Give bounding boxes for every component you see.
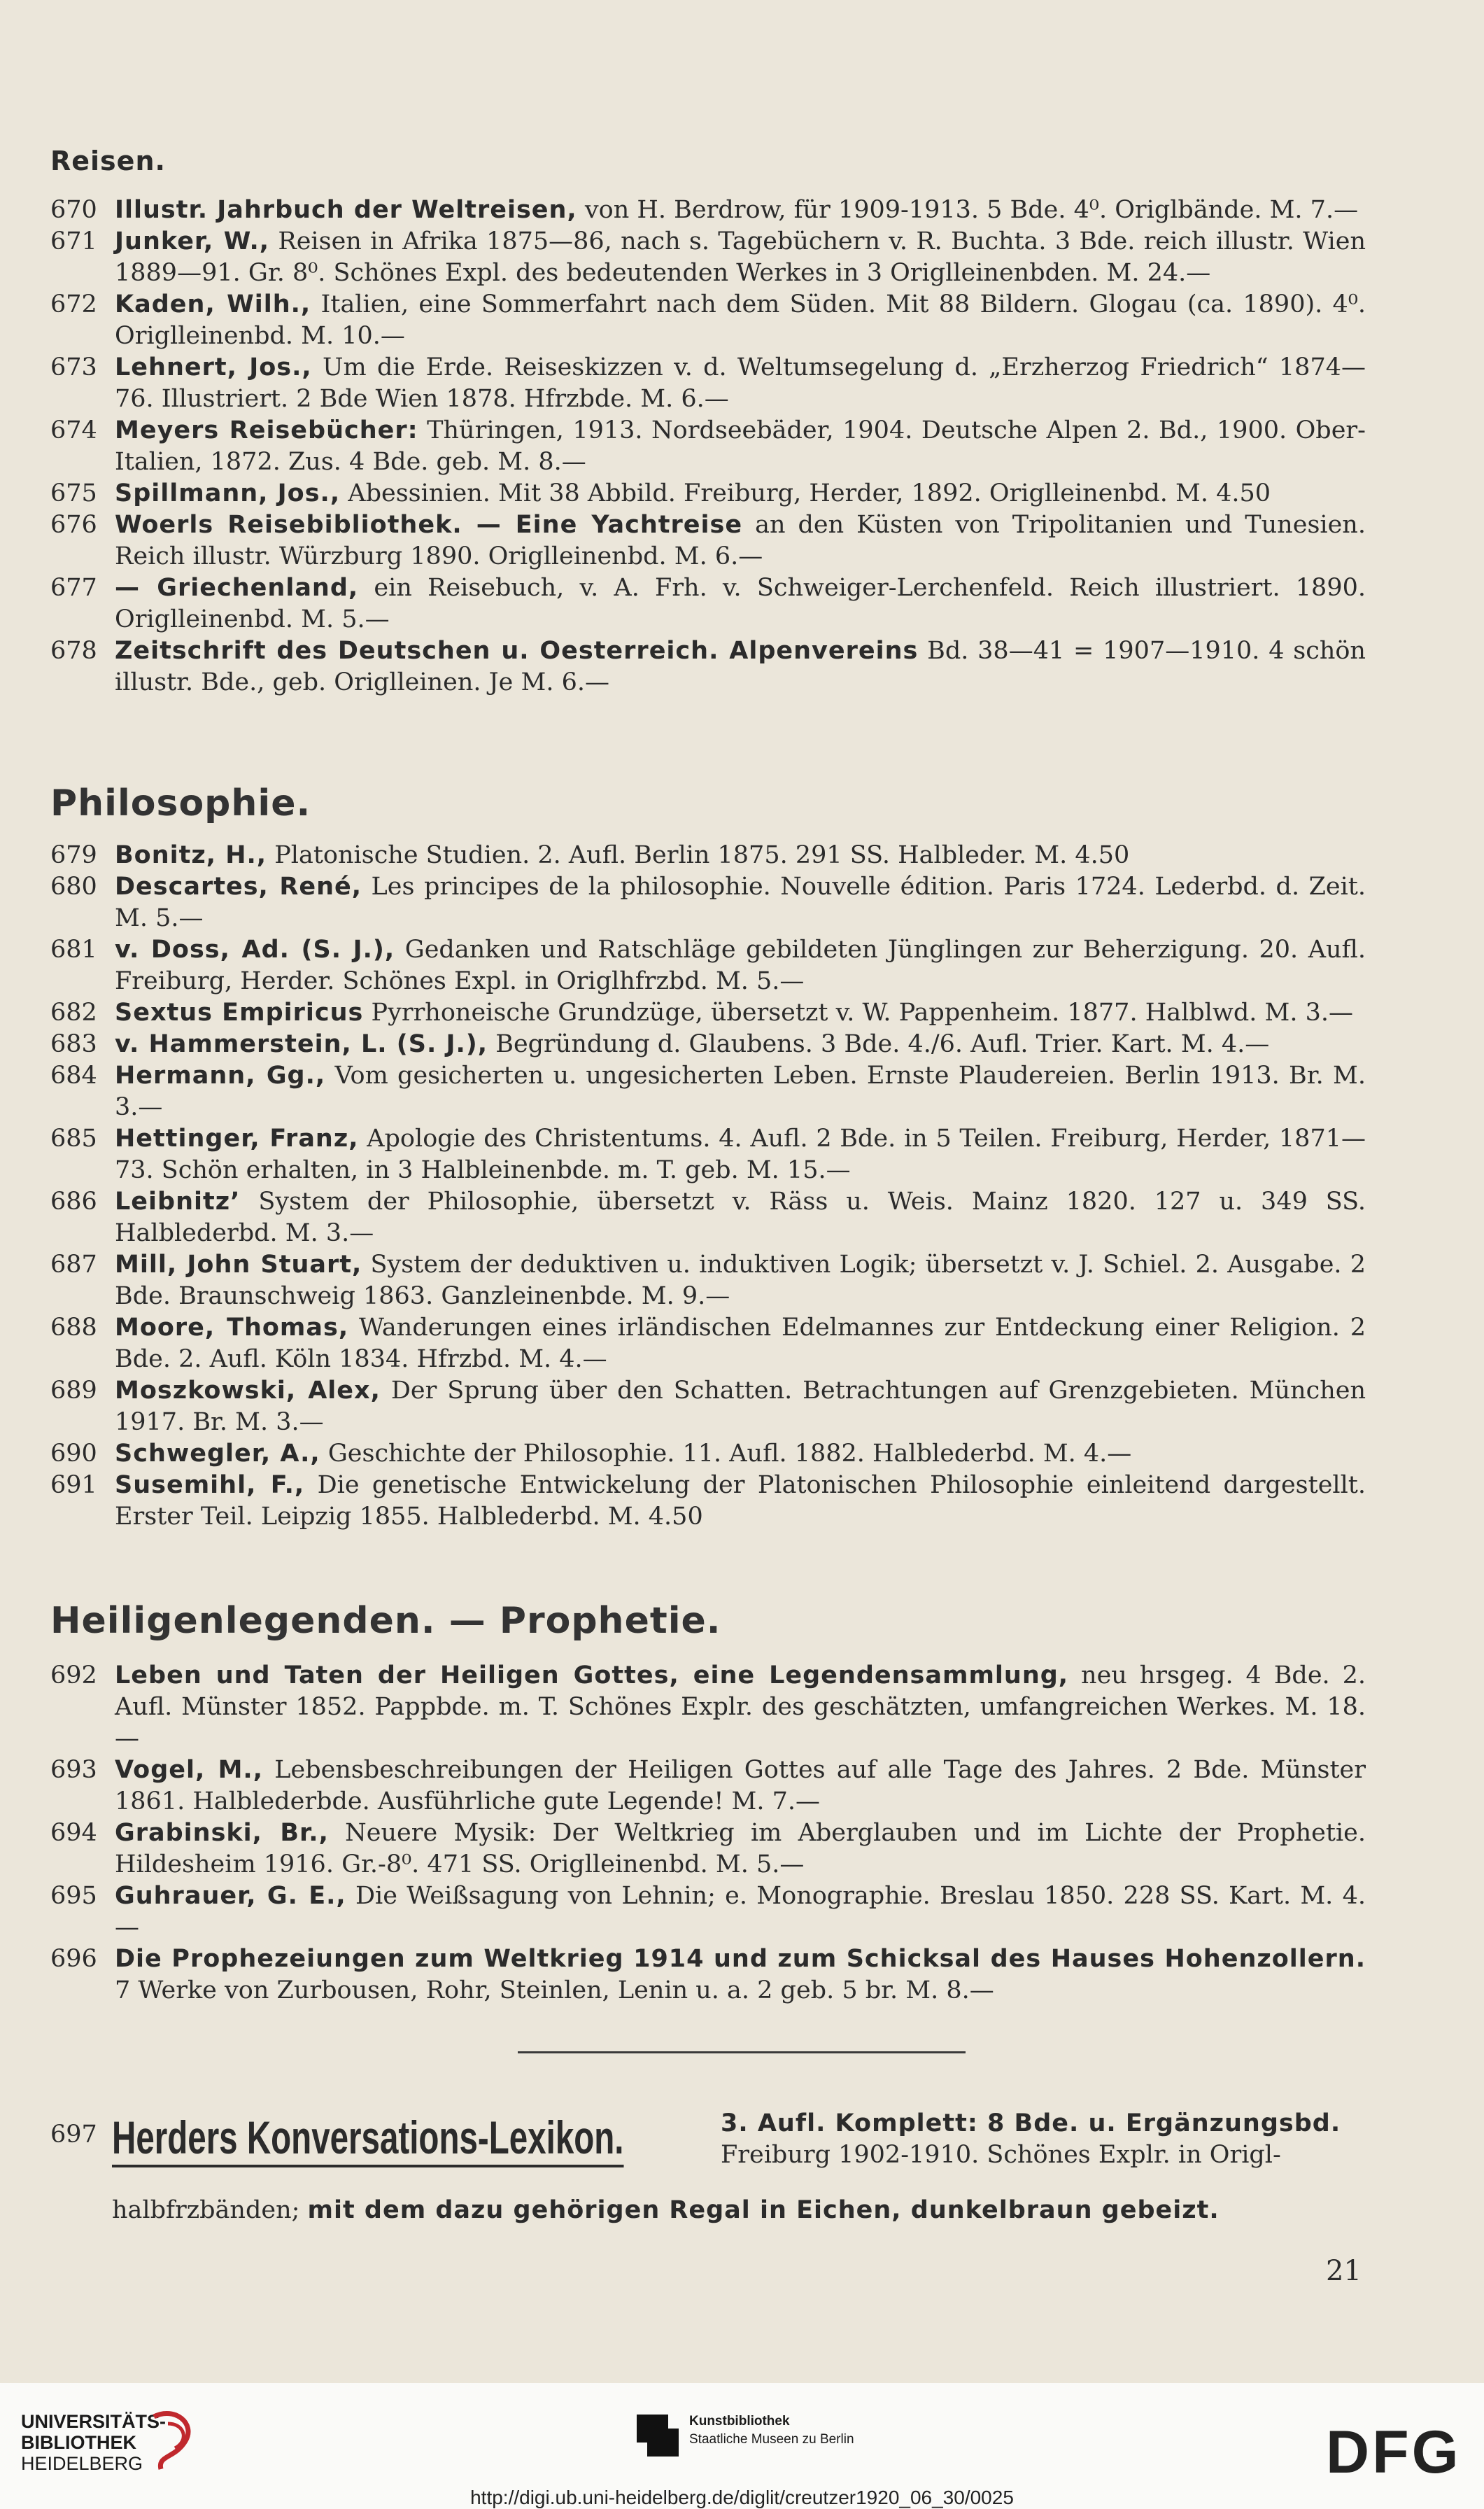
- ad-last-plain: halbfrzbänden;: [112, 2196, 300, 2224]
- catalog-entry: [50, 1818, 1366, 1881]
- uni-line-2: BIBLIOTHEK: [21, 2432, 136, 2453]
- entry-number: 692: [50, 1661, 97, 1689]
- catalog-entry: [50, 1438, 1366, 1470]
- entry-description: neu hrsgeg. 4 Bde. 2. Aufl. Münster 1852. Pappbde. m. T. Schönes Explr. des geschätzten, umfangreichen Werkes. M. 18.—: [115, 1661, 1366, 1752]
- entry-description: Wanderungen eines irländischen Edelmannes zur Entdeckung einer Religion. 2 Bde. 2. Aufl. Köln 1834. Hfrzbd. M. 4.—: [115, 1314, 1366, 1373]
- ad-number: 697: [50, 2121, 97, 2149]
- kb-line-2: Staatliche Museen zu Berlin: [689, 2432, 854, 2447]
- page-number: 21: [1326, 2255, 1362, 2287]
- ad-edition: [721, 2108, 1366, 2171]
- catalog-entry: [50, 572, 1366, 635]
- entry-description: Reisen in Afrika 1875—86, nach s. Tagebüchern v. R. Buchta. 3 Bde. reich illustr. Wien 1889—91. Gr. 8⁰. Schönes Expl. des bedeutenden Werkes in 3 Origlleinenbden. M. 24.—: [115, 227, 1366, 287]
- entry-author: Leibnitz’: [115, 1188, 241, 1216]
- entry-author: Illustr. Jahrbuch der Weltreisen,: [115, 196, 577, 224]
- entry-description: Die genetische Entwickelung der Platonischen Philosophie einleitend dargestellt. Erster Teil. Leipzig 1855. Halblederbd. M. 4.50: [115, 1471, 1366, 1531]
- catalog-entry: [50, 195, 1366, 226]
- catalog-entry: [50, 1249, 1366, 1312]
- entry-description: ein Reisebuch, v. A. Frh. v. Schweiger-Lerchenfeld. Reich illustriert. 1890. Origlleinenbd. M. 5.—: [115, 574, 1366, 633]
- entry-author: Mill, John Stuart,: [115, 1251, 362, 1279]
- catalog-entry: [50, 997, 1366, 1029]
- entry-description: Geschichte der Philosophie. 11. Aufl. 1882. Halblederbd. M. 4.—: [327, 1440, 1132, 1468]
- catalog-entry: [50, 509, 1366, 572]
- university-library-label: [21, 2411, 166, 2474]
- entry-description: Die Weißsagung von Lehnin; e. Monographie. Breslau 1850. 228 SS. Kart. M. 4.—: [115, 1882, 1366, 1941]
- catalog-entry: [50, 478, 1366, 509]
- entries-heiligenlegenden: [50, 1660, 1366, 2007]
- footer-bar: [0, 2383, 1484, 2509]
- catalog-entry: [50, 934, 1366, 997]
- entry-author: Moore, Thomas,: [115, 1314, 349, 1342]
- kunstbibliothek-logo-icon: [633, 2411, 682, 2460]
- entry-number: 677: [50, 574, 97, 602]
- entry-number: 675: [50, 479, 97, 507]
- entry-number: 680: [50, 873, 97, 901]
- entry-author: Vogel, M.,: [115, 1756, 264, 1784]
- entry-number: 694: [50, 1819, 97, 1847]
- entry-description: Les principes de la philosophie. Nouvelle édition. Paris 1724. Lederbd. d. Zeit. M. 5.—: [115, 873, 1366, 932]
- entry-author: Hermann, Gg.,: [115, 1062, 326, 1090]
- entry-number: 686: [50, 1188, 97, 1216]
- entry-author: Susemihl, F.,: [115, 1471, 305, 1499]
- entry-number: 696: [50, 1945, 97, 1973]
- kb-line-1: Kunstbibliothek: [689, 2414, 790, 2429]
- catalog-entry: [50, 1755, 1366, 1818]
- catalog-entry: [50, 289, 1366, 352]
- entry-description: Abessinien. Mit 38 Abbild. Freiburg, Herder, 1892. Origlleinenbd. M. 4.50: [348, 479, 1271, 507]
- entry-description: Platonische Studien. 2. Aufl. Berlin 1875. 291 SS. Halbleder. M. 4.50: [274, 841, 1130, 869]
- entry-description: Pyrrhoneische Grundzüge, übersetzt v. W. Pappenheim. 1877. Halblwd. M. 3.—: [371, 999, 1353, 1027]
- entry-author: Junker, W.,: [115, 227, 270, 255]
- entry-author: Sextus Empiricus: [115, 999, 364, 1027]
- entry-description: Der Sprung über den Schatten. Betrachtungen auf Grenzgebieten. München 1917. Br. M. 3.—: [115, 1377, 1366, 1436]
- catalog-entry: [50, 1060, 1366, 1123]
- entry-description: Begründung d. Glaubens. 3 Bde. 4./6. Aufl. Trier. Kart. M. 4.—: [495, 1030, 1270, 1058]
- entry-description: an den Küsten von Tripolitanien und Tunesien. Reich illustr. Würzburg 1890. Origlleinenbd. M. 6.—: [115, 511, 1366, 570]
- entry-description: Um die Erde. Reiseskizzen v. d. Weltumsegelung d. „Erzherzog Friedrich“ 1874—76. Illustriert. 2 Bde Wien 1878. Hfrzbde. M. 6.—: [115, 353, 1366, 413]
- ad-edition-bold: 3. Aufl. Komplett: 8 Bde. u. Ergänzungsbd.: [721, 2109, 1341, 2137]
- catalog-entry: [50, 226, 1366, 289]
- divider-rule: [518, 2051, 966, 2053]
- entries-philosophie: [50, 840, 1366, 1533]
- catalog-entry: [50, 1186, 1366, 1249]
- ad-edition-text: Freiburg 1902-1910. Schönes Explr. in Origl-: [721, 2141, 1281, 2169]
- entry-author: Leben und Taten der Heiligen Gottes, eine Legendensammlung,: [115, 1661, 1069, 1689]
- entry-author: Kaden, Wilh.,: [115, 290, 311, 318]
- entry-author: Bonitz, H.,: [115, 841, 267, 869]
- section-title-philosophie: Philosophie.: [50, 782, 311, 824]
- entry-author: Hettinger, Franz,: [115, 1125, 359, 1153]
- entry-number: 673: [50, 353, 97, 381]
- entry-number: 690: [50, 1440, 97, 1468]
- entry-number: 688: [50, 1314, 97, 1342]
- entry-description: Gedanken und Ratschläge gebildeten Jünglingen zur Beherzigung. 20. Aufl. Freiburg, Herder. Schönes Expl. in Origlhfrzbd. M. 5.—: [115, 936, 1366, 995]
- entry-number: 681: [50, 936, 97, 964]
- entry-number: 691: [50, 1471, 97, 1499]
- entry-author: v. Hammerstein, L. (S. J.),: [115, 1030, 488, 1058]
- entry-number: 678: [50, 637, 97, 665]
- ad-title: Herders Konversations-Lexikon.: [112, 2110, 624, 2167]
- entry-number: 687: [50, 1251, 97, 1279]
- section-title-reisen: Reisen.: [50, 146, 166, 176]
- entry-author: Guhrauer, G. E.,: [115, 1882, 346, 1910]
- uni-line-3: HEIDELBERG: [21, 2453, 143, 2474]
- entry-author: Meyers Reisebücher:: [115, 416, 418, 444]
- university-logo-icon: [147, 2410, 203, 2473]
- entry-number: 695: [50, 1882, 97, 1910]
- entry-author: — Griechenland,: [115, 574, 359, 602]
- catalog-entry: [50, 635, 1366, 698]
- entry-description: Italien, eine Sommerfahrt nach dem Süden. Mit 88 Bildern. Glogau (ca. 1890). 4⁰. Origlleinenbd. M. 10.—: [115, 290, 1366, 350]
- entry-number: 679: [50, 841, 97, 869]
- entry-number: 683: [50, 1030, 97, 1058]
- catalog-entry: [50, 1375, 1366, 1438]
- entry-author: Spillmann, Jos.,: [115, 479, 341, 507]
- entry-description: Apologie des Christentums. 4. Aufl. 2 Bde. in 5 Teilen. Freiburg, Herder, 1871—73. Schön erhalten, in 3 Halbleinenbde. m. T. geb. M. 15.—: [115, 1125, 1366, 1184]
- entry-author: Zeitschrift des Deutschen u. Oesterreich. Alpenvereins: [115, 637, 919, 665]
- entry-description: Bd. 38—41 = 1907—1910. 4 schön illustr. Bde., geb. Origlleinen. Je M. 6.—: [115, 637, 1366, 696]
- entry-number: 682: [50, 999, 97, 1027]
- uni-line-1: UNIVERSITÄTS-: [21, 2411, 167, 2432]
- ad-last-line: [112, 2195, 1366, 2226]
- entry-author: v. Doss, Ad. (S. J.),: [115, 936, 395, 964]
- entry-number: 672: [50, 290, 97, 318]
- entry-description: Neuere Mysik: Der Weltkrieg im Aberglauben und im Lichte der Prophetie. Hildesheim 1916. Gr.-8⁰. 471 SS. Origlleinenbd. M. 5.—: [115, 1819, 1366, 1878]
- kunstbibliothek-label: [689, 2412, 854, 2449]
- entry-description: System der deduktiven u. induktiven Logik; übersetzt v. J. Schiel. 2. Ausgabe. 2 Bde. Braunschweig 1863. Ganzleinenbde. M. 9.—: [115, 1251, 1366, 1310]
- catalog-entry: [50, 1660, 1366, 1755]
- entry-description: von H. Berdrow, für 1909-1913. 5 Bde. 4⁰. Origlbände. M. 7.—: [584, 196, 1359, 224]
- catalog-entry: [50, 352, 1366, 415]
- entry-number: 684: [50, 1062, 97, 1090]
- entry-author: Woerls Reisebibliothek. — Eine Yachtreise: [115, 511, 743, 539]
- entry-author: Schwegler, A.,: [115, 1440, 320, 1468]
- entry-author: Moszkowski, Alex,: [115, 1377, 381, 1405]
- entry-author: Lehnert, Jos.,: [115, 353, 312, 381]
- catalog-entry: [50, 1470, 1366, 1533]
- catalog-entry: [50, 1029, 1366, 1060]
- entry-number: 674: [50, 416, 97, 444]
- catalog-entry: [50, 840, 1366, 871]
- entries-reisen: [50, 195, 1366, 698]
- entry-number: 676: [50, 511, 97, 539]
- catalog-entry: [50, 1881, 1366, 1944]
- entry-number: 671: [50, 227, 97, 255]
- entry-author: Die Prophezeiungen zum Weltkrieg 1914 und zum Schicksal des Hauses Hohenzollern.: [115, 1945, 1366, 1973]
- catalog-entry: [50, 415, 1366, 478]
- entry-description: Lebensbeschreibungen der Heiligen Gottes auf alle Tage des Jahres. 2 Bde. Münster 1861. Halblederbde. Ausführliche gute Legende! M. 7.—: [115, 1756, 1366, 1815]
- entry-description: Vom gesicherten u. ungesicherten Leben. Ernste Plaudereien. Berlin 1913. Br. M. 3.—: [115, 1062, 1366, 1121]
- dfg-logo: DFG: [1326, 2419, 1462, 2486]
- catalog-entry: [50, 871, 1366, 934]
- entry-author: Grabinski, Br.,: [115, 1819, 329, 1847]
- entry-author: Descartes, René,: [115, 873, 362, 901]
- catalog-entry: [50, 1944, 1366, 2007]
- catalog-entry: [50, 1123, 1366, 1186]
- section-title-heiligenlegenden: Heiligenlegenden. — Prophetie.: [50, 1600, 721, 1642]
- entry-description: System der Philosophie, übersetzt v. Räss u. Weis. Mainz 1820. 127 u. 349 SS. Halblederbd. M. 3.—: [115, 1188, 1366, 1247]
- ad-last-bold: mit dem dazu gehörigen Regal in Eichen, dunkelbraun gebeizt.: [307, 2196, 1220, 2224]
- entry-number: 670: [50, 196, 97, 224]
- catalog-entry: [50, 1312, 1366, 1375]
- entry-number: 689: [50, 1377, 97, 1405]
- entry-description: 7 Werke von Zurbousen, Rohr, Steinlen, Lenin u. a. 2 geb. 5 br. M. 8.—: [115, 1976, 994, 2004]
- entry-number: 685: [50, 1125, 97, 1153]
- source-url[interactable]: http://digi.ub.uni-heidelberg.de/diglit/creutzer1920_06_30/0025: [470, 2487, 1014, 2508]
- entry-number: 693: [50, 1756, 97, 1784]
- entry-description: Thüringen, 1913. Nordseebäder, 1904. Deutsche Alpen 2. Bd., 1900. Ober-Italien, 1872. Zus. 4 Bde. geb. M. 8.—: [115, 416, 1366, 476]
